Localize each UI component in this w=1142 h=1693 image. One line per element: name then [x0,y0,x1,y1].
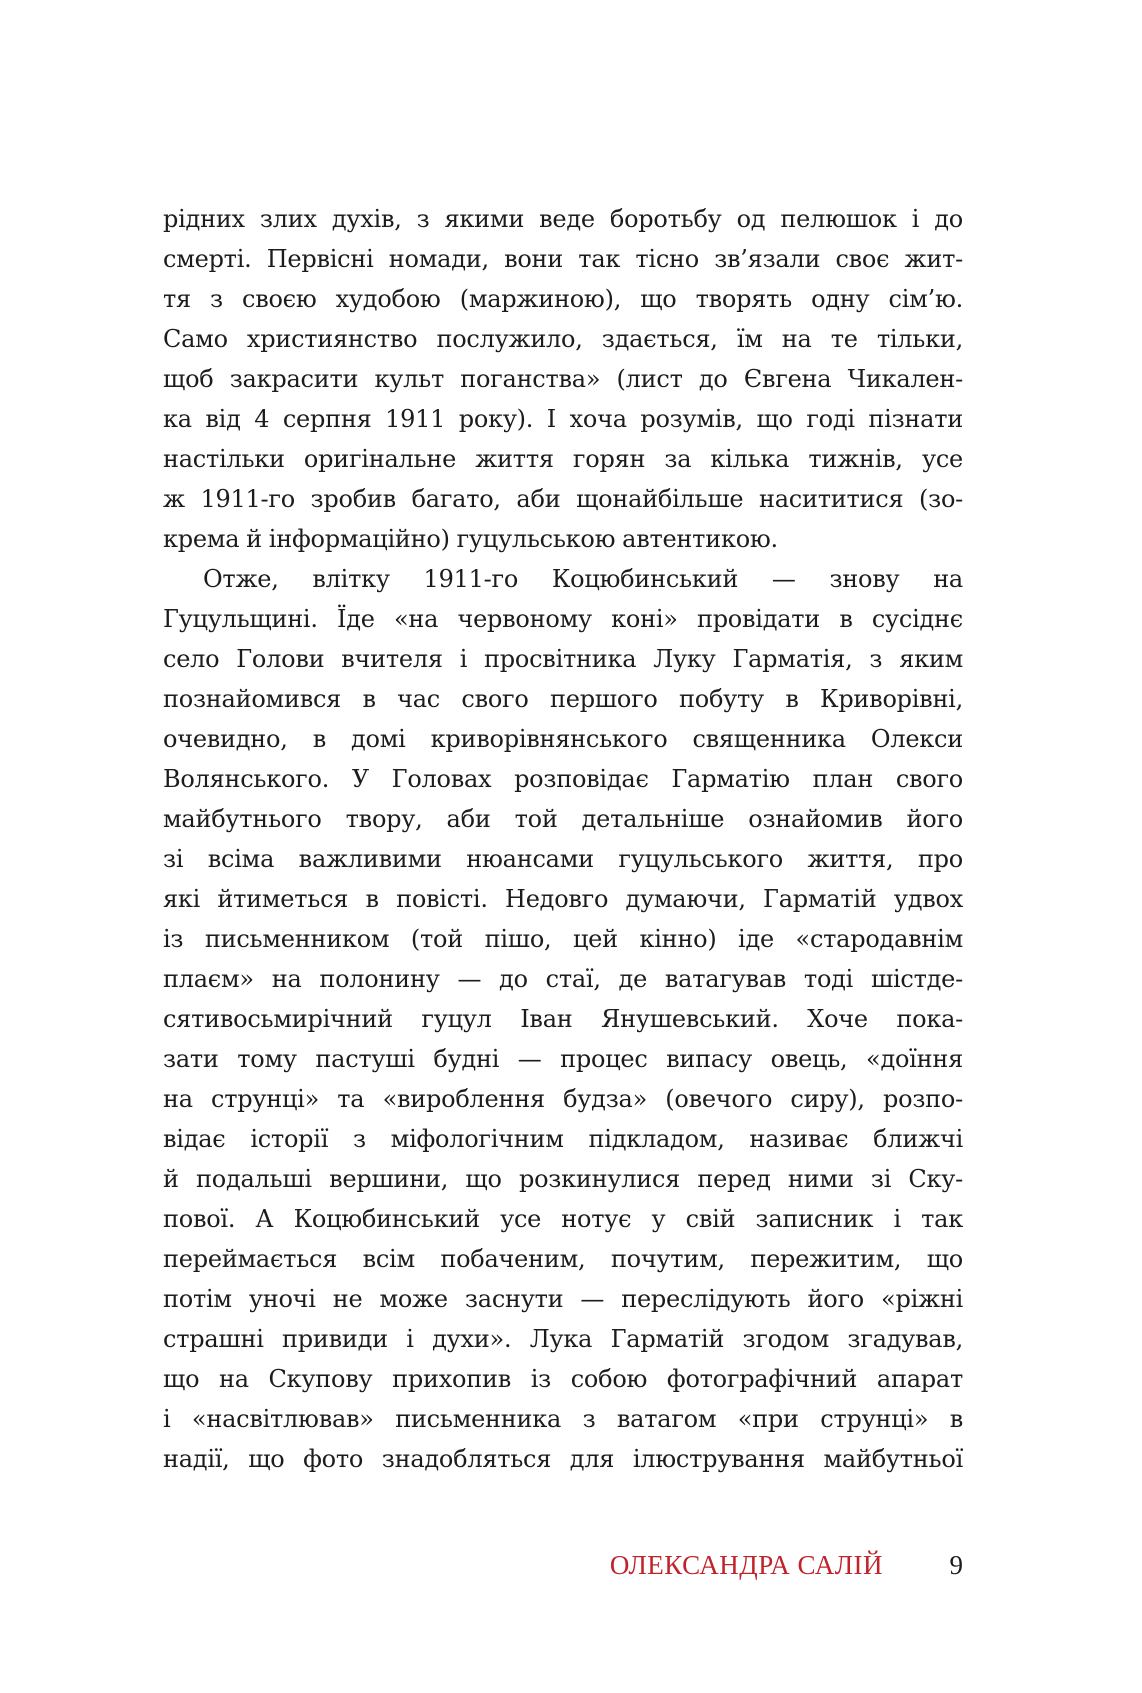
text-line: очевидно, в домі криворівнянського священника Олекси [163,725,963,753]
text-line: й подальші вершини, що розкинулися перед ними зі Ску- [163,1165,963,1193]
text-line: із письменником (той пішо, цей кінно) іде «стародавнім [163,925,963,953]
text-line: страшні привиди і духи». Лука Гарматій згодом згадував, [163,1325,963,1353]
text-line: тя з своєю худобою (маржиною), що творять одну сім’ю. [163,285,963,313]
text-line: Гуцульщині. Їде «на червоному коні» провідати в сусіднє [163,605,963,633]
text-line: смерті. Первісні номади, вони так тісно зв’язали своє жит- [163,245,963,273]
text-line: на струнці» та «вироблення будза» (овечого сиру), розпо- [163,1085,963,1113]
text-line: надії, що фото знадобляться для ілюстрування майбутньої [163,1445,963,1473]
text-line: переймається всім побаченим, почутим, пережитим, що [163,1245,963,1273]
page-number: 9 [949,1550,963,1580]
text-line: крема й інформаційно) гуцульською автентикою. [163,525,778,553]
text-line: сятивосьмирічний гуцул Іван Янушевський. Хоче пока- [163,1005,963,1033]
text-line: Само християнство послужило, здається, їм на те тільки, [163,325,963,353]
text-line: рідних злих духів, з якими веде боротьбу од пелюшок і до [163,205,963,233]
text-line: зати тому пастуші будні — процес випасу овець, «доїння [163,1045,963,1073]
text-line: настільки оригінальне життя горян за кілька тижнів, усе [163,445,963,473]
text-line: потім уночі не може заснути — переслідують його «ріжні [163,1285,963,1313]
text-line: ка від 4 серпня 1911 року). І хоча розумів, що годі пізнати [163,405,963,433]
page-footer [0,1545,963,1585]
body-text [163,199,963,1479]
text-line: майбутнього твору, аби той детальніше ознайомив його [163,805,963,833]
text-line: плаєм» на полонину — до стаї, де ватагував тоді шістде- [163,965,963,993]
text-line: село Голови вчителя і просвітника Луку Гарматія, з яким [163,645,963,673]
text-line: які йтиметься в повісті. Недовго думаючи, Гарматій удвох [163,885,963,913]
text-line: відає історії з міфологічним підкладом, називає ближчі [163,1125,963,1153]
text-line: пової. А Коцюбинський усе нотує у свій записник і так [163,1205,963,1233]
text-line: зі всіма важливими нюансами гуцульського життя, про [163,845,963,873]
text-line: ж 1911-го зробив багато, аби щонайбільше насититися (зо- [163,485,963,513]
text-line: і «насвітлював» письменника з ватагом «при струнці» в [163,1405,963,1433]
text-line: Волянського. У Головах розповідає Гарматію план свого [163,765,963,793]
text-line: щоб закрасити культ поганства» (лист до Євгена Чикален- [163,365,963,393]
running-footer-author: ОЛЕКСАНДРА САЛІЙ [609,1550,883,1580]
text-line: Отже, влітку 1911-го Коцюбинський — знову на [203,565,963,593]
text-line: що на Скупову прихопив із собою фотографічний апарат [163,1365,963,1393]
text-line: познайомився в час свого першого побуту в Криворівні, [163,685,963,713]
